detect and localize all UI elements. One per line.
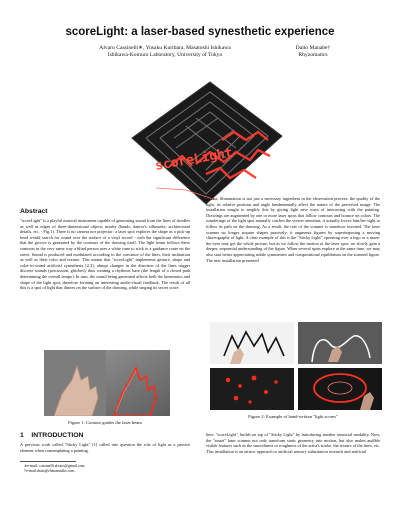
footnote-email-2: †e-mail:daito@rhizomatiks.com: [24, 469, 75, 473]
figure1-caption: Figure 1: Contour guides the laser beam: [68, 420, 142, 425]
abstract-section: [20, 208, 190, 291]
footnote-rule: [20, 461, 76, 462]
introduction-text: A previous work called "Sticky Light" [1] called into question the role of light as a passive element when contemplating a painting.: [20, 442, 190, 453]
footnotes: [24, 464, 190, 474]
figure2-image-grid: [210, 322, 382, 410]
hero-maze-image: [126, 78, 286, 208]
author-affiliation-right: Rhyzomatics: [298, 52, 328, 58]
right-bottom-text: [206, 432, 380, 454]
hero-label: scoreLight: [154, 145, 234, 174]
introduction-heading: INTRODUCTION: [31, 432, 84, 439]
author-names: Alvaro Cassinelli∗, Yusaku Kuribara, Masatoshi Ishikawa: [99, 45, 231, 51]
right-column-text: [206, 196, 380, 263]
abstract-heading: Abstract: [20, 208, 48, 215]
right-column-paragraph: In fact, illumination is not just a necessary ingredient in the observation process: the quality of the light, its relative position and angle fundamentally affect the nature of the perceived image. The installation sought to amplify this by giving light new ways of interacting with the painting. Drawings are augmented by one or more laser spots that follow contours and bounce on colors. The wanderings of the light spot naturally catches the viewer attention; it actually forces him/her sight to follow its path on the drawing. As a result, the role of the scanner is somehow inverted. The laser scanner no longer acquire shapes passively; it augments figures by superimposing a moving choreography of light. A clear example of this is the "Sticky Light" operating over a logo or a maze: the eyes may get the whole picture, but as we follow the motion of the laser spot, we slowly gain a deeper, sequential understanding of the figure. When several spots explore at the same time, we may also start better appreciating subtle symmetries and compositional equilibrium on the scanned figure. The new installation presented: [206, 196, 380, 263]
figure1-image: [44, 350, 170, 416]
right-bottom-paragraph: here, "scoreLight", builds on top of "Sticky Light" by introducing another sensorial modality. Now, the "smart" laser scanner not only transform static geometry into motion, but also makes audible visible features such as the smoothness or roughness of the artist's stroke, the texture of the lines, etc. This installation is an artistic approach to artificial sensory substitution research and artificial: [206, 432, 380, 454]
introduction-section: [20, 432, 190, 453]
figure2-caption: Figure 2: Example of hand-written "light scores": [248, 414, 338, 419]
author-block-right: [268, 45, 358, 59]
abstract-text: "scoreLight" is a playful musical instrument capable of generating sound from the lines of doodles as well as edges of three-dimensional objects nearby (hands, dancer's silhouette, architectural details, etc. - Fig.1). There is no camera nor projector: a laser spot explores the shape as a pick-up head would search for sound over the surface of a vinyl record - with the significant difference that the groove is generated by the contours of the drawing itself. The light beam follows these contours in the very same way a blind person uses a white cane to stick to a guidance route on the street. Sound is produced and modulated according to the curvature of the lines, their inclination as well as their color and texture. This means that "scoreLight" implements gesture, shape and color-to-sound artificial synesthesia [2,3]; abrupt changes in the direction of the lines trigger discrete sounds (percussion, glitches), thus creating a rhythmic base (the length of a closed path determining the overall tempo). In turn, the sound being generated affects both the kinematics and shape of the light spot, therefore forming an interesting audio-visual feedback. The result of all this is a spot of light that dances on the surface of the drawing, while singing its secret score.: [20, 218, 190, 291]
author-affiliation: Ishikawa-Komuro Laboratory, University of Tokyo: [107, 52, 223, 58]
author-name-right: Daito Manabe†: [295, 45, 331, 51]
paper-title: scoreLight: a laser-based synesthetic experience: [65, 26, 335, 38]
footnote-email-1: ∗e-mail: cassinelli.alvaro@gmail.com: [24, 464, 85, 468]
section-number: 1: [20, 432, 24, 439]
author-block-left: [60, 45, 270, 59]
